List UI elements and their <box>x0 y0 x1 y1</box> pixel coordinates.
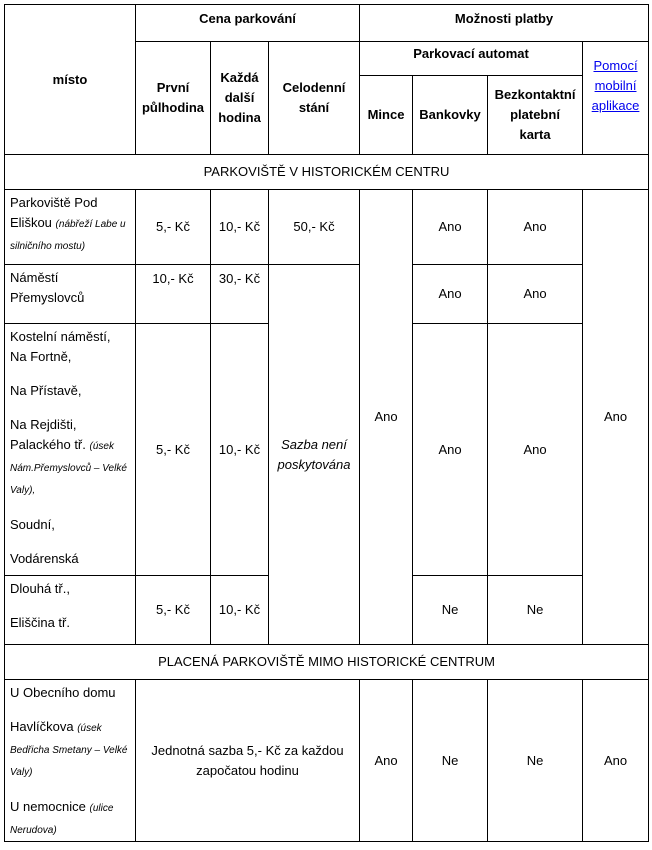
app-value: Ano <box>583 190 649 645</box>
banknotes-value: Ano <box>413 265 488 324</box>
location-note: (úsek Bedřicha Smetany – Velké Valy) <box>10 723 128 778</box>
header-each-next-hour: Každá další hodina <box>211 42 269 155</box>
price-first: 5,- Kč <box>136 576 211 645</box>
app-value: Ano <box>583 680 649 842</box>
banknotes-value: Ne <box>413 680 488 842</box>
location-name: Palackého tř. <box>10 437 86 452</box>
location-note: (ulice Nerudova) <box>10 803 114 836</box>
location-name: Havlíčkova <box>10 719 74 734</box>
location-cell <box>5 576 136 645</box>
location-line: Na Rejdišti, <box>10 417 77 432</box>
banknotes-value: Ano <box>413 324 488 576</box>
flat-rate: Jednotná sazba 5,- Kč za každou započatou hodinu <box>136 680 360 842</box>
card-value: Ano <box>488 324 583 576</box>
location-line: Na Fortně, <box>10 349 72 364</box>
price-next: 30,- Kč <box>211 265 269 324</box>
price-next: 10,- Kč <box>211 576 269 645</box>
table-row <box>5 190 649 265</box>
location-note: (úsek Nám.Přemyslovců – Velké Valy), <box>10 441 127 496</box>
location-line: U Obecního domu <box>10 685 116 700</box>
card-value: Ne <box>488 576 583 645</box>
banknotes-value: Ano <box>413 190 488 265</box>
price-full-day: 50,- Kč <box>269 190 360 265</box>
location-line: Vodárenská <box>10 551 79 566</box>
location-line: Eliščina tř. <box>10 615 70 630</box>
location-name: U nemocnice <box>10 799 86 814</box>
location-cell: Náměstí Přemyslovců <box>5 265 136 324</box>
location-line: Kostelní náměstí, <box>10 329 111 344</box>
mobile-app-link[interactable]: Pomocí mobilní aplikace <box>591 58 640 113</box>
section-title-historic-center: PARKOVIŠTĚ V HISTORICKÉM CENTRU <box>5 155 649 190</box>
table-row <box>5 680 649 842</box>
header-price-group: Cena parkování <box>136 5 360 42</box>
location-line: Dlouhá tř., <box>10 581 70 596</box>
location-name: Parkoviště Pod Eliškou <box>10 195 98 230</box>
section-title-outside-center: PLACENÁ PARKOVIŠTĚ MIMO HISTORICKÉ CENTRUM <box>5 645 649 680</box>
full-day-not-provided: Sazba není poskytována <box>269 265 360 645</box>
location-cell <box>5 324 136 576</box>
price-first: 10,- Kč <box>136 265 211 324</box>
location-line: Na Přístavě, <box>10 383 82 398</box>
coins-value: Ano <box>360 190 413 645</box>
coins-value: Ano <box>360 680 413 842</box>
card-value: Ano <box>488 265 583 324</box>
location-line: Soudní, <box>10 517 55 532</box>
location-cell <box>5 190 136 265</box>
location-cell <box>5 680 136 842</box>
header-place: místo <box>5 5 136 155</box>
table-row <box>5 265 649 324</box>
header-parking-machine: Parkovací automat <box>360 42 583 76</box>
price-first: 5,- Kč <box>136 190 211 265</box>
header-full-day: Celodenní stání <box>269 42 360 155</box>
header-payment-group: Možnosti platby <box>360 5 649 42</box>
header-first-half-hour: První půlhodina <box>136 42 211 155</box>
price-next: 10,- Kč <box>211 190 269 265</box>
price-next: 10,- Kč <box>211 324 269 576</box>
header-contactless: Bezkontaktní platební karta <box>488 76 583 155</box>
header-coins: Mince <box>360 76 413 155</box>
header-banknotes: Bankovky <box>413 76 488 155</box>
location-note: (nábřeží Labe u silničního mostu) <box>10 219 126 252</box>
price-first: 5,- Kč <box>136 324 211 576</box>
card-value: Ano <box>488 190 583 265</box>
banknotes-value: Ne <box>413 576 488 645</box>
parking-price-table <box>4 4 649 842</box>
card-value: Ne <box>488 680 583 842</box>
